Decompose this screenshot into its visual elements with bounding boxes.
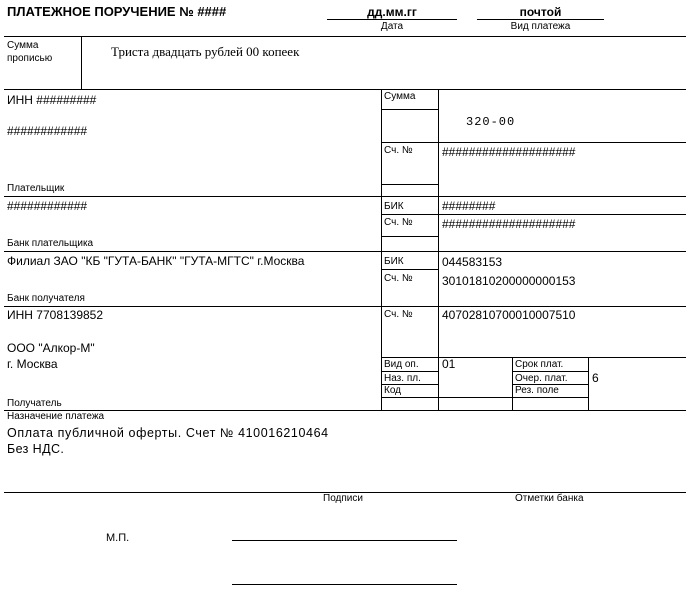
payer-bank-bik-value: ########: [442, 199, 496, 213]
vid-op-value: 01: [442, 357, 456, 371]
operation-row-3: [381, 397, 588, 398]
amount-words-top-line: [4, 36, 686, 37]
recipient-city: г. Москва: [7, 357, 58, 371]
payer-bank-label: Банк плательщика: [7, 238, 94, 249]
recipient-bank-bik-value: 044583153: [442, 255, 503, 269]
payer-account-top-line: [381, 142, 686, 143]
payer-kpp: ############: [7, 124, 88, 138]
payer-account-label: Сч. №: [384, 145, 413, 156]
recipient-label: Получатель: [7, 398, 62, 409]
payer-bank-account-sep: [381, 236, 438, 237]
purpose-label: Назначение платежа: [7, 411, 105, 422]
recipient-account-value: 40702810700010007510: [442, 308, 576, 322]
operation-col-2: [588, 357, 589, 411]
recipient-bank-account-label: Сч. №: [384, 273, 413, 284]
payment-type-underline: [477, 19, 604, 20]
date-label: Дата: [380, 21, 404, 32]
signatures-label: Подписи: [323, 493, 363, 504]
recipient-bank-label: Банк получателя: [7, 293, 85, 304]
grid-col-left: [381, 89, 382, 411]
operation-row-1b: [512, 371, 588, 372]
grid-col-right: [438, 89, 439, 411]
payer-label: Плательщик: [7, 183, 65, 194]
signature-line-1: [232, 540, 457, 541]
purpose-top-line: [4, 410, 686, 411]
payer-bank-bik-label: БИК: [384, 201, 404, 212]
kod-label: Код: [384, 385, 402, 396]
operation-top-line: [381, 357, 686, 358]
recipient-bank-bik-label: БИК: [384, 256, 404, 267]
payer-amount-sep: [381, 109, 438, 110]
payer-account-value: ####################: [442, 145, 576, 159]
payer-inn: ИНН #########: [7, 93, 97, 107]
recipient-bank-account-value: 30101810200000000153: [442, 274, 576, 288]
srok-label: Срок плат.: [515, 359, 564, 370]
amount-words-label-2: прописью: [7, 53, 53, 64]
operation-row-1: [381, 371, 438, 372]
grid-line-recipient-top: [4, 306, 686, 307]
recipient-inn: ИНН 7708139852: [7, 308, 104, 322]
purpose-line-2: Без НДС.: [7, 442, 65, 456]
ocher-label: Очер. плат.: [515, 373, 568, 384]
grid-line-payer-top: [4, 89, 686, 90]
payment-type-value: почтой: [519, 5, 562, 19]
grid-line-recipient-bank-top: [4, 251, 686, 252]
purpose-line-1: Оплата публичной оферты. Счет № 410016210464: [7, 426, 329, 440]
payment-type-label: Вид платежа: [510, 21, 571, 32]
recipient-bank-bik-sep: [381, 269, 438, 270]
amount-words-divider: [81, 36, 82, 89]
payer-bank-name: ############: [7, 199, 88, 213]
date-value: дд.мм.гг: [367, 5, 417, 19]
stamp-label: М.П.: [106, 532, 130, 544]
payer-bank-account-label: Сч. №: [384, 217, 413, 228]
recipient-name: ООО "Алкор-М": [7, 341, 95, 355]
bank-marks-label: Отметки банка: [515, 493, 584, 504]
date-underline: [327, 19, 457, 20]
payer-amount-label: Сумма: [384, 91, 416, 102]
recipient-account-label: Сч. №: [384, 309, 413, 320]
amount-words-label-1: Сумма: [7, 40, 39, 51]
naz-pl-label: Наз. пл.: [384, 373, 421, 384]
payer-amount-value: 320-00: [466, 115, 516, 129]
rez-label: Рез. поле: [515, 385, 559, 396]
grid-line-payer-bank-top: [4, 196, 686, 197]
vid-op-label: Вид оп.: [384, 359, 419, 370]
payer-account-sep: [381, 184, 438, 185]
ocher-value: 6: [592, 371, 599, 385]
recipient-bank-name: Филиал ЗАО "КБ "ГУТА-БАНК" "ГУТА-МГТС" г.Москва: [7, 254, 305, 268]
payer-bank-bik-sep: [381, 214, 686, 215]
signature-line-2: [232, 584, 457, 585]
amount-words-value: Триста двадцать рублей 00 копеек: [111, 44, 300, 59]
document-title: ПЛАТЕЖНОЕ ПОРУЧЕНИЕ № ####: [7, 4, 227, 19]
payer-bank-account-value: ####################: [442, 217, 576, 231]
